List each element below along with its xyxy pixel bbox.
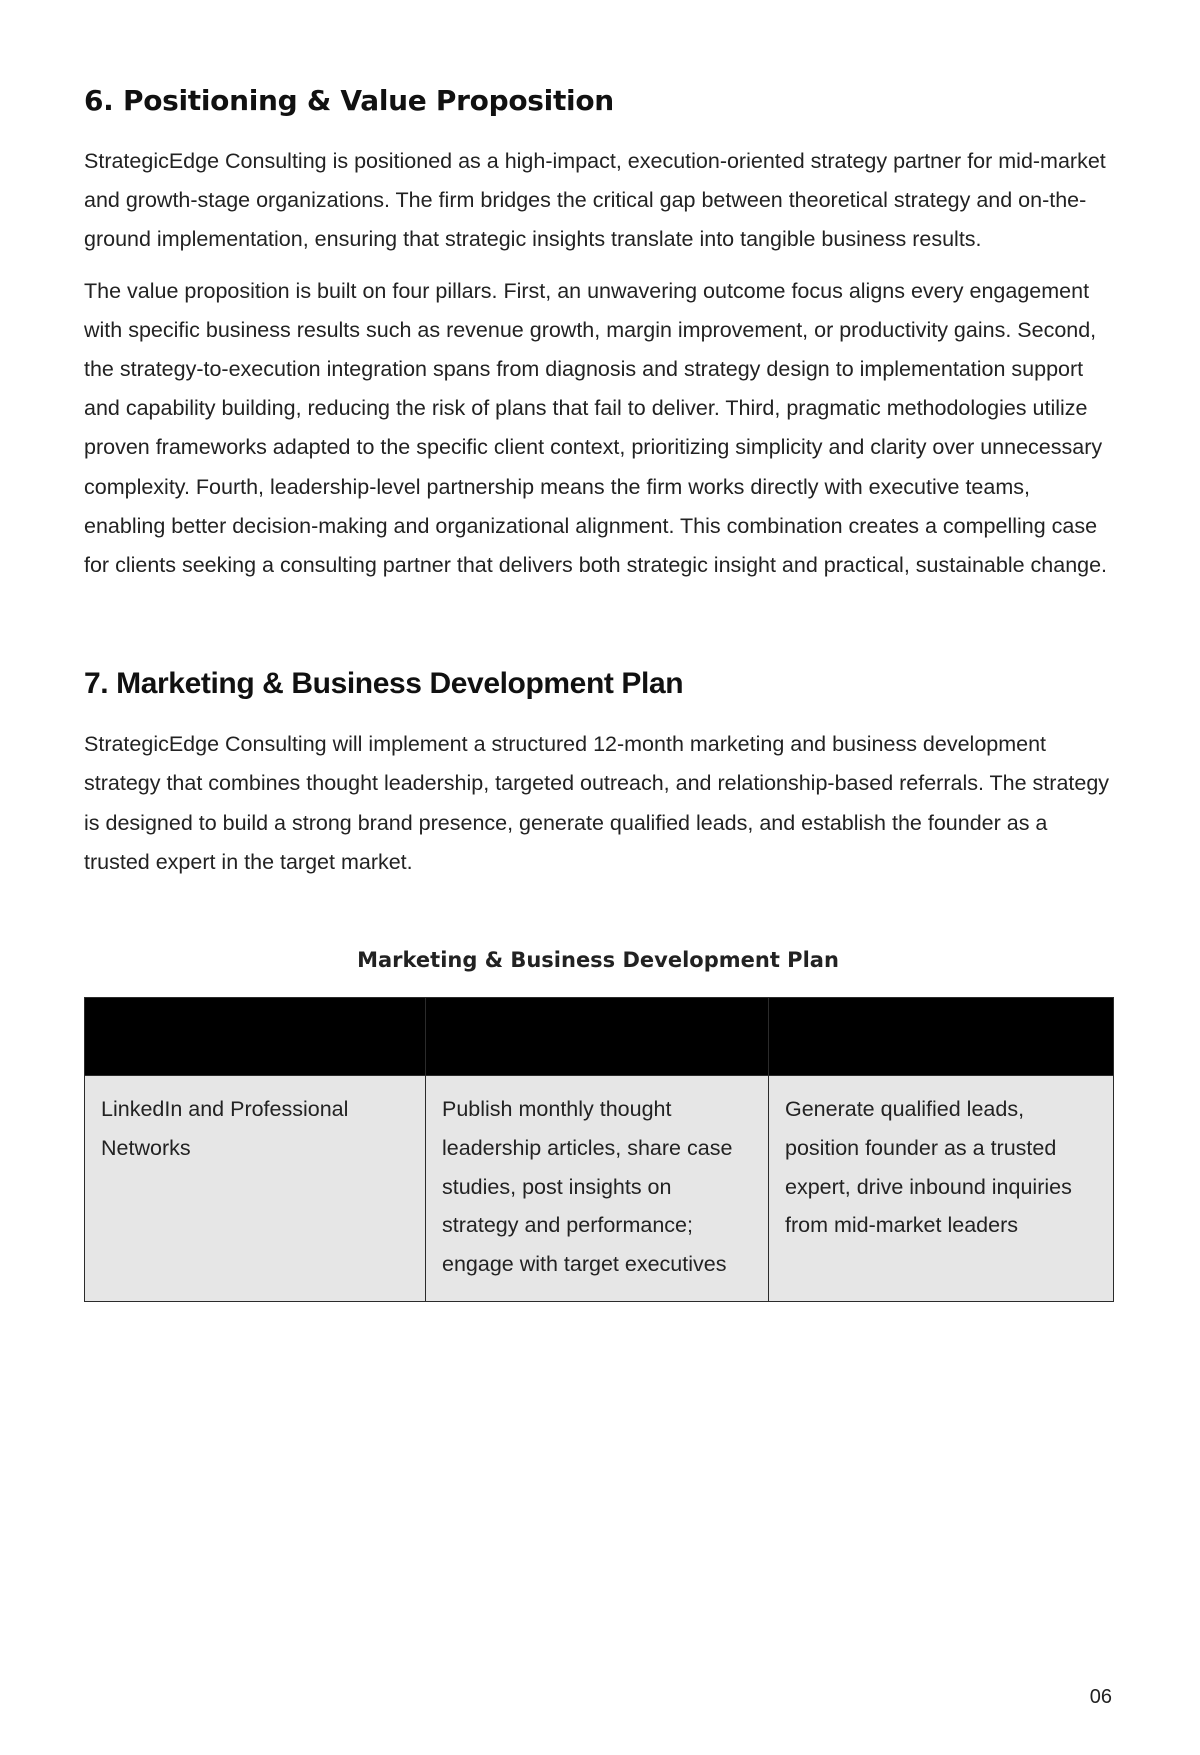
positioning-paragraph-2: The value proposition is built on four pillars. First, an unwavering outcome focus aligns every engagement with specific business results such as revenue growth, margin improvement, or productivity gains. Second, the strategy-to-execution integration spans from diagnosis and strategy design to implementation support and capability building, reducing the risk of plans that fail to deliver. Third, pragmatic methodologies utilize proven frameworks adapted to the specific client context, prioritizing simplicity and clarity over unnecessary complexity. Fourth, leadership-level partnership means the firm works directly with executive teams, enabling better decision-making and organizational alignment. This combination creates a compelling case for clients seeking a consulting partner that delivers both strategic insight and practical, sustainable change. [84, 278, 1108, 578]
page-content [84, 80, 1112, 1302]
table-cell-objective: Generate qualified leads, position founder as a trusted expert, drive inbound inquiries from mid-market leaders [769, 1076, 1114, 1302]
section-title-positioning: 6. Positioning & Value Proposition [84, 84, 614, 117]
table-header-cell [85, 998, 426, 1076]
marketing-paragraph: StrategicEdge Consulting will implement a structured 12-month marketing and business development strategy that combines thought leadership, targeted outreach, and relationship-based referrals. The strategy is designed to build a strong brand presence, generate qualified leads, and establish the founder as a trusted expert in the target market. [84, 732, 1110, 874]
table-header-row [85, 998, 1114, 1076]
section-title-marketing: 7. Marketing & Business Development Plan [84, 667, 684, 701]
marketing-plan-table [84, 997, 1114, 1302]
table-header-cell [426, 998, 769, 1076]
table-caption: Marketing & Business Development Plan [357, 948, 839, 973]
page-number: 06 [1089, 1686, 1112, 1708]
table-row [85, 1076, 1114, 1302]
section-marketing [84, 663, 1112, 1302]
table-header-cell [769, 998, 1114, 1076]
table-cell-activities: Publish monthly thought leadership articles, share case studies, post insights on strategy and performance; engage with target executives [426, 1076, 769, 1302]
table-cell-channel: LinkedIn and Professional Networks [85, 1076, 426, 1302]
positioning-paragraph-1: StrategicEdge Consulting is positioned as a high-impact, execution-oriented strategy partner for mid-market and growth-stage organizations. The firm bridges the critical gap between theoretical strategy and on-the-ground implementation, ensuring that strategic insights translate into tangible business results. [84, 149, 1106, 252]
section-positioning [84, 80, 1112, 585]
